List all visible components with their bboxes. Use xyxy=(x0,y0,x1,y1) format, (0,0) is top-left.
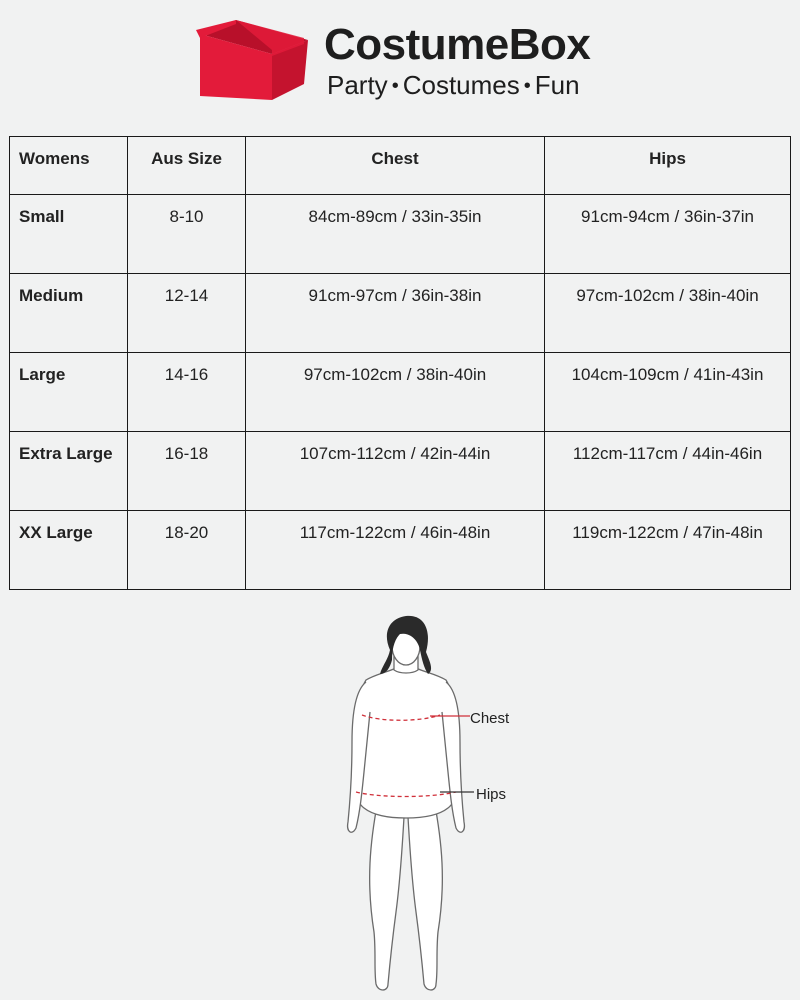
hips-cell: 104cm-109cm / 41in-43in xyxy=(545,353,791,432)
header-chest: Chest xyxy=(246,137,545,195)
chest-cell: 107cm-112cm / 42in-44in xyxy=(246,432,545,511)
tagline-word: Fun xyxy=(534,70,580,100)
header-hips: Hips xyxy=(545,137,791,195)
hips-cell: 112cm-117cm / 44in-46in xyxy=(545,432,791,511)
tagline-separator: • xyxy=(391,75,399,97)
table-row xyxy=(10,274,791,353)
box-logo-icon xyxy=(196,20,308,100)
size-cell: Medium xyxy=(10,274,128,353)
aus-size-cell: 12-14 xyxy=(128,274,246,353)
chest-cell: 84cm-89cm / 33in-35in xyxy=(246,195,545,274)
size-cell: Extra Large xyxy=(10,432,128,511)
tagline-word: Costumes xyxy=(402,70,520,100)
chest-label: Chest xyxy=(470,710,510,727)
tagline-separator: • xyxy=(523,75,531,97)
table-row xyxy=(10,432,791,511)
hips-cell: 91cm-94cm / 36in-37in xyxy=(545,195,791,274)
brand-tagline xyxy=(327,70,580,103)
size-cell: XX Large xyxy=(10,511,128,590)
hips-label: Hips xyxy=(476,786,507,803)
header-aus-size: Aus Size xyxy=(128,137,246,195)
brand-logo xyxy=(196,18,616,103)
body-measurement-figure xyxy=(330,612,530,997)
tagline-word: Party xyxy=(327,70,388,100)
table-header-row xyxy=(10,137,791,195)
hips-cell: 97cm-102cm / 38in-40in xyxy=(545,274,791,353)
size-chart-table xyxy=(9,136,791,590)
hips-cell: 119cm-122cm / 47in-48in xyxy=(545,511,791,590)
brand-name: CostumeBox xyxy=(324,20,591,69)
chest-cell: 117cm-122cm / 46in-48in xyxy=(246,511,545,590)
aus-size-cell: 18-20 xyxy=(128,511,246,590)
aus-size-cell: 14-16 xyxy=(128,353,246,432)
aus-size-cell: 16-18 xyxy=(128,432,246,511)
chest-cell: 97cm-102cm / 38in-40in xyxy=(246,353,545,432)
table-row xyxy=(10,353,791,432)
size-cell: Small xyxy=(10,195,128,274)
table-row xyxy=(10,195,791,274)
table-row xyxy=(10,511,791,590)
header-womens: Womens xyxy=(10,137,128,195)
chest-cell: 91cm-97cm / 36in-38in xyxy=(246,274,545,353)
size-cell: Large xyxy=(10,353,128,432)
female-silhouette-icon xyxy=(330,612,530,997)
aus-size-cell: 8-10 xyxy=(128,195,246,274)
